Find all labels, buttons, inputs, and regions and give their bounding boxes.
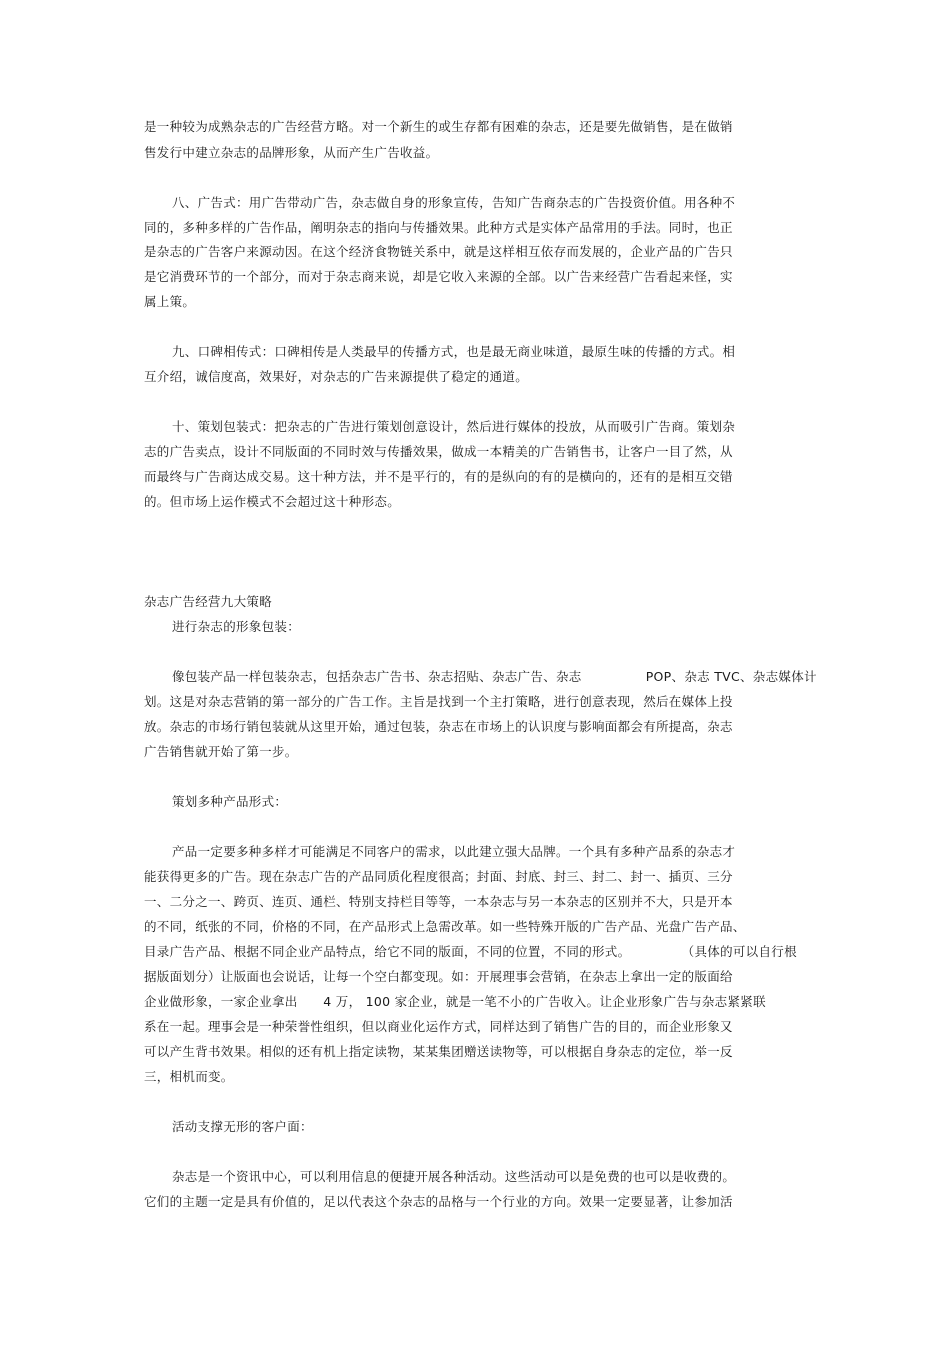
paragraph-line: 系在一起。理事会是一种荣誉性组织，但以商业化运作方式，同样达到了销售广告的目的，而企业形象又 <box>144 1019 733 1034</box>
paragraph-line: 而最终与广告商达成交易。这十种方法，并不是平行的，有的是纵向的有的是横向的，还有的是相互交错 <box>144 469 733 484</box>
paragraph-line: 八、广告式：用广告带动广告，杂志做自身的形象宣传，告知广告商杂志的广告投资价值。用各种不 <box>172 195 736 210</box>
paragraph-line: 可以产生背书效果。相似的还有机上指定读物，某某集团赠送读物等，可以根据自身杂志的定位，举一反 <box>144 1044 733 1059</box>
paragraph-line: 企业做形象，一家企业拿出 4 万， 100 家企业，就是一笔不小的广告收入。让企业形象广告与杂志紧紧联 <box>144 994 766 1009</box>
paragraph-line: 广告销售就开始了第一步。 <box>144 744 298 759</box>
paragraph-line: 售发行中建立杂志的品牌形象，从而产生广告收益。 <box>144 145 439 160</box>
subheading: 进行杂志的形象包装： <box>172 619 301 634</box>
paragraph-line: 十、策划包装式：把杂志的广告进行策划创意设计，然后进行媒体的投放，从而吸引广告商。策划杂 <box>172 419 736 434</box>
paragraph-line: 互介绍，诚信度高，效果好，对杂志的广告来源提供了稳定的通道。 <box>144 369 529 384</box>
paragraph-line: 放。杂志的市场行销包装就从这里开始，通过包装，杂志在市场上的认识度与影响面都会有所提高，杂志 <box>144 719 733 734</box>
paragraph-line: 的。但市场上运作模式不会超过这十种形态。 <box>144 494 401 509</box>
paragraph-line: 划。这是对杂志营销的第一部分的广告工作。主旨是找到一个主打策略，进行创意表现，然后在媒体上投 <box>144 694 733 709</box>
paragraph-line: 能获得更多的广告。现在杂志广告的产品同质化程度很高；封面、封底、封三、封二、封一、插页、三分 <box>144 869 733 884</box>
section-heading: 杂志广告经营九大策略 <box>144 594 273 609</box>
paragraph-line: 属上策。 <box>144 294 196 309</box>
paragraph-line: 是它消费环节的一个部分，而对于杂志商来说，却是它收入来源的全部。以广告来经营广告看起来怪，实 <box>144 269 733 284</box>
paragraph-line: 据版面划分）让版面也会说话，让每一个空白都变现。如：开展理事会营销，在杂志上拿出一定的版面给 <box>144 969 733 984</box>
paragraph-line: 是一种较为成熟杂志的广告经营方略。对一个新生的或生存都有困难的杂志，还是要先做销售，是在做销 <box>144 119 733 134</box>
paragraph-line: 像包装产品一样包装杂志，包括杂志广告书、杂志招贴、杂志广告、杂志 POP、杂志 TVC、杂志媒体计 <box>172 669 817 684</box>
paragraph-line: 是杂志的广告客户来源动因。在这个经济食物链关系中，就是这样相互依存而发展的，企业产品的广告只 <box>144 244 733 259</box>
paragraph-line: 目录广告产品、根据不同企业产品特点，给它不同的版面，不同的位置，不同的形式。 （具体的可以自行根 <box>144 944 797 959</box>
paragraph-line: 产品一定要多种多样才可能满足不同客户的需求，以此建立强大品牌。一个具有多种产品系的杂志才 <box>172 844 736 859</box>
subheading: 活动支撑无形的客户面： <box>172 1119 313 1134</box>
paragraph-line: 志的广告卖点，设计不同版面的不同时效与传播效果，做成一本精美的广告销售书，让客户一目了然，从 <box>144 444 733 459</box>
paragraph-line: 同的，多种多样的广告作品，阐明杂志的指向与传播效果。此种方式是实体产品常用的手法。同时，也正 <box>144 220 733 235</box>
paragraph-line: 三，相机而变。 <box>144 1069 234 1084</box>
paragraph-line: 一、二分之一、跨页、连页、通栏、特别支持栏目等等，一本杂志与另一本杂志的区别并不大，只是开本 <box>144 894 733 909</box>
paragraph-line: 的不同，纸张的不同，价格的不同，在产品形式上急需改革。如一些特殊开版的广告产品、光盘广告产品、 <box>144 919 746 934</box>
subheading: 策划多种产品形式： <box>172 794 288 809</box>
paragraph-line: 它们的主题一定是具有价值的，足以代表这个杂志的品格与一个行业的方向。效果一定要显著，让参加活 <box>144 1194 733 1209</box>
paragraph-line: 杂志是一个资讯中心，可以利用信息的便捷开展各种活动。这些活动可以是免费的也可以是收费的。 <box>172 1169 736 1184</box>
paragraph-line: 九、口碑相传式：口碑相传是人类最早的传播方式，也是最无商业味道，最原生味的传播的方式。相 <box>172 344 736 359</box>
